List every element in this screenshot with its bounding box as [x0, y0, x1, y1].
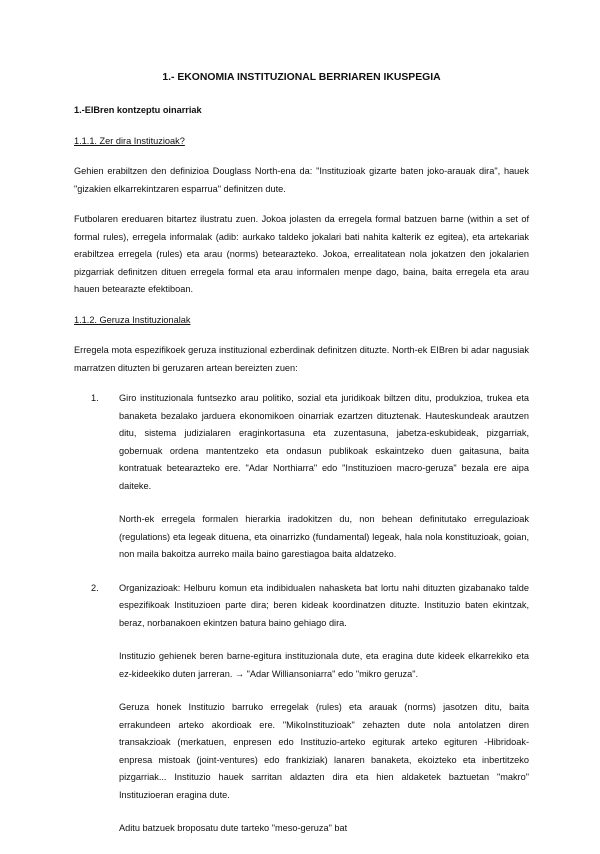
subsection-heading-2: 1.1.2. Geruza Instituzionalak: [74, 314, 191, 325]
list-item-paragraph: Giro instituzionala funtsezko arau politiko, sozial eta juridikoak biltzen ditu, produkzioa, trukea eta banaketa bezalako jarduera ekonomikoen oinarriak ezartzen dituztenak. Hauteskundeak arautzen ditu, sistema judizialaren eraginkortasuna eta zuzentasuna, jabetza-eskubideak, pizgarriak, gobernuak ordena mantentzeko eta ondasun publikoak eskaintzeko duen gaitasuna, baita kontratuak betearazteko ere. "Adar Northiarra" edo "Instituzioen macro-geruza" bezala ere aipa daiteke.: [119, 393, 529, 491]
list-item-number: 2.: [91, 582, 99, 593]
section-heading: 1.-EIBren kontzeptu oinarriak: [74, 105, 202, 115]
list-item-paragraph: North-ek erregela formalen hierarkia iradokitzen du, non behean definitutako erregulazioak (regulations) eta legeak dituena, eta oinarrizko (fundamental) legeak, hala nola konstituzioak, goian, non maila bakoitza aurreko maila baino garestiagoa baita aldatzeko.: [119, 514, 529, 559]
list-item-paragraph: Organizazioak: Helburu komun eta indibidualen nahasketa bat lortu nahi dituzten gizabanako talde espezifikoak Instituzioen parte dira; beren kideak koordinatzen dituzte. Instituzio baten ekintzak, beraz, norbanakoen ekintzen batura baino gehiago dira.: [119, 582, 529, 628]
paragraph-definition: Gehien erabiltzen den definizioa Douglass North-ena da: "Instituzioak gizarte baten joko-arauak dira", hauek "gizakien elkarrekintzaren esparrua" definitzen dute.: [74, 166, 529, 194]
document-page: [74, 70, 529, 854]
paragraph-football: Futbolaren ereduaren bitartez ilustratu zuen. Jokoa jolasten da erregela formal batzuen barne (within a set of formal rules), erregela informalak (adib: aurkako taldeko jokalari bati nahita kalterik ez egitea), eta artekariak erabiltzea erregela (rules) eta arau (norms) betearazteko. Jokoa, errealitatean nola jokatzen den jokalarien pizgarriak definitzen dituen erregela formal eta arau informalen menpe dago, baina, baita erregela eta arau hauen betearazte efektiboan.: [74, 214, 529, 294]
subsection-heading-1: 1.1.1. Zer dira Instituzioak?: [74, 135, 185, 146]
paragraph-layers-intro: Erregela mota espezifikoek geruza instituzional ezberdinak definitzen dituzte. North-ek EIBren bi adar nagusiak marratzen dituzten bi geruzaren artean bereizten zuen:: [74, 345, 529, 373]
list-item-number: 1.: [91, 393, 99, 403]
document-title: 1.- EKONOMIA INSTITUZIONAL BERRIAREN IKUSPEGIA: [162, 72, 441, 83]
list-item-paragraph: Instituzio gehienek beren barne-egitura instituzionala dute, eta eragina dute kideek elkarrekiko eta ez-kideekiko duten jarreran. → "Adar Williansoniarra" edo "mikro geruza".: [119, 651, 529, 679]
list-item-paragraph: Geruza honek Instituzio barruko erregelak (rules) eta arauak (norms) jasotzen ditu, baita errakundeen arteko akordioak ere. "MikoInstituzioak" zehazten dute nola antolatzen diren transakzioak (merkatuen, enpresen edo Instituzio-arteko egiturak arteko egituren -Hibridoak- enpresa mistoak (joint-ventures) edo frankiziak) lanaren banaketa, ekoizteko eta inbertitzeko pizgarriak... Instituzio hauek sarritan aldazten dira eta hien aldaketek baztuetan "makro" Instituzioeran eragina dute.: [119, 702, 529, 800]
list-item: [74, 390, 529, 564]
numbered-list: [74, 390, 529, 838]
list-item-paragraph: Aditu batzuek broposatu dute tarteko "meso-geruza" bat: [119, 823, 348, 833]
list-item: [74, 580, 529, 838]
